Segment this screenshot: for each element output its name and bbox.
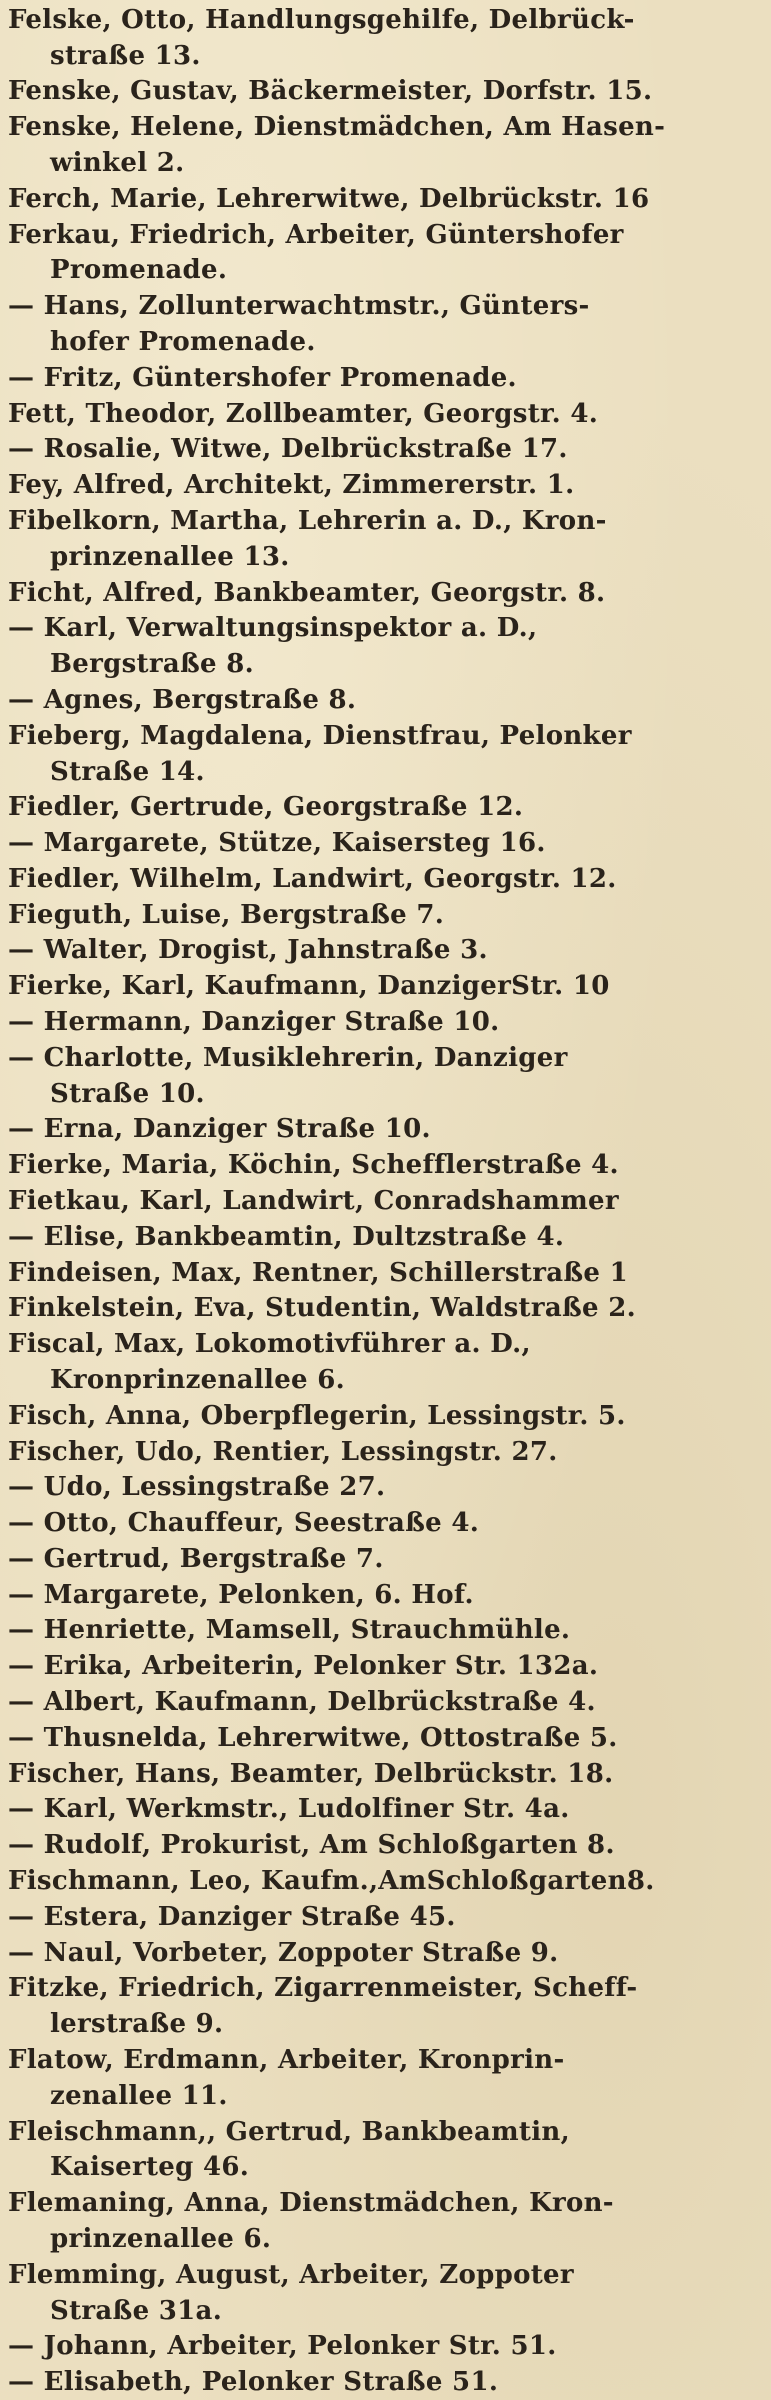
directory-entry <box>0 1147 771 1183</box>
directory-entry <box>0 825 771 861</box>
entry-text: Straße 14. <box>50 756 205 787</box>
entry-text: Promenade. <box>50 255 228 286</box>
directory-entry <box>0 503 771 539</box>
entry-text: Ficht, Alfred, Bankbeamter, Georgstr. 8. <box>8 577 606 608</box>
directory-entry <box>0 1255 771 1291</box>
directory-entry <box>0 1827 771 1863</box>
directory-entry <box>0 718 771 754</box>
entry-text: winkel 2. <box>50 148 185 179</box>
entry-text: — Fritz, Güntershofer Promenade. <box>8 362 517 393</box>
entry-text: Bergstraße 8. <box>50 649 254 680</box>
directory-entry-continuation <box>0 2149 771 2185</box>
entry-text: Fischer, Udo, Rentier, Lessingstr. 27. <box>8 1436 558 1467</box>
entry-text: Fleischmann,, Gertrud, Bankbeamtin, <box>8 2116 570 2147</box>
directory-entry-continuation <box>0 539 771 575</box>
entry-text: Finkelstein, Eva, Studentin, Waldstraße 2. <box>8 1293 636 1324</box>
entry-text: — Henriette, Mamsell, Strauchmühle. <box>8 1615 571 1646</box>
directory-entry-continuation <box>0 2078 771 2114</box>
entry-text: Findeisen, Max, Rentner, Schillerstraße 1 <box>8 1257 628 1288</box>
entry-text: Felske, Otto, Handlungsgehilfe, Delbrück- <box>8 4 635 35</box>
entry-text: Straße 10. <box>50 1078 205 1109</box>
directory-entry <box>0 968 771 1004</box>
directory-entry <box>0 360 771 396</box>
entry-text: Kaiserteg 46. <box>50 2152 250 2183</box>
directory-entry <box>0 1863 771 1899</box>
directory-entry <box>0 682 771 718</box>
entry-text: — Johann, Arbeiter, Pelonker Str. 51. <box>8 2331 557 2362</box>
directory-entry <box>0 1326 771 1362</box>
entry-text: — Agnes, Bergstraße 8. <box>8 684 357 715</box>
entry-text: Fenske, Helene, Dienstmädchen, Am Hasen- <box>8 112 666 143</box>
entry-text: Fietkau, Karl, Landwirt, Conradshammer <box>8 1185 619 1216</box>
entry-text: — Hans, Zollunterwachtmstr., Günters- <box>8 291 590 322</box>
directory-entry <box>0 610 771 646</box>
entry-text: Fiedler, Gertrude, Georgstraße 12. <box>8 792 524 823</box>
directory-entry <box>0 1792 771 1828</box>
entry-text: — Erika, Arbeiterin, Pelonker Str. 132a. <box>8 1651 599 1682</box>
entry-text: straße 13. <box>50 40 201 71</box>
directory-entry <box>0 575 771 611</box>
entry-text: prinzenallee 6. <box>50 2223 272 2254</box>
entry-text: Flatow, Erdmann, Arbeiter, Kronprin- <box>8 2044 565 2075</box>
entry-text: — Hermann, Danziger Straße 10. <box>8 1007 500 1038</box>
directory-entry <box>0 1971 771 2007</box>
entry-text: — Albert, Kaufmann, Delbrückstraße 4. <box>8 1687 596 1718</box>
directory-entry <box>0 2328 771 2364</box>
entry-text: Fischer, Hans, Beamter, Delbrückstr. 18. <box>8 1758 614 1789</box>
entry-text: — Otto, Chauffeur, Seestraße 4. <box>8 1508 480 1539</box>
directory-entry <box>0 1505 771 1541</box>
directory-entry <box>0 2364 771 2400</box>
directory-entry <box>0 897 771 933</box>
entry-text: — Rosalie, Witwe, Delbrückstraße 17. <box>8 434 568 465</box>
directory-entry-continuation <box>0 145 771 181</box>
entry-text: Flemaning, Anna, Dienstmädchen, Kron- <box>8 2188 614 2219</box>
directory-entry <box>0 1613 771 1649</box>
directory-entry <box>0 2114 771 2150</box>
entry-text: — Udo, Lessingstraße 27. <box>8 1472 386 1503</box>
entry-text: Fieguth, Luise, Bergstraße 7. <box>8 899 445 930</box>
entry-text: Fisch, Anna, Oberpflegerin, Lessingstr. 5. <box>8 1400 626 1431</box>
directory-entry <box>0 1720 771 1756</box>
entry-text: — Naul, Vorbeter, Zoppoter Straße 9. <box>8 1937 559 1968</box>
entry-text: Ferkau, Friedrich, Arbeiter, Güntershofer <box>8 219 624 250</box>
directory-entry <box>0 1004 771 1040</box>
entry-text: Fibelkorn, Martha, Lehrerin a. D., Kron- <box>8 505 607 536</box>
entry-text: — Karl, Verwaltungsinspektor a. D., <box>8 613 538 644</box>
directory-entry <box>0 789 771 825</box>
entry-text: — Karl, Werkmstr., Ludolfiner Str. 4a. <box>8 1794 570 1825</box>
directory-entry <box>0 1219 771 1255</box>
entry-text: — Erna, Danziger Straße 10. <box>8 1114 431 1145</box>
entry-text: Fierke, Maria, Köchin, Schefflerstraße 4. <box>8 1150 619 1181</box>
entry-text: Fenske, Gustav, Bäckermeister, Dorfstr. 15. <box>8 76 653 107</box>
directory-entry <box>0 933 771 969</box>
entry-text: Fiedler, Wilhelm, Landwirt, Georgstr. 12. <box>8 863 617 894</box>
entry-text: Fischmann, Leo, Kaufm.,AmSchloßgarten8. <box>8 1866 655 1897</box>
directory-entry <box>0 1469 771 1505</box>
directory-entry-continuation <box>0 2293 771 2329</box>
entry-text: — Margarete, Pelonken, 6. Hof. <box>8 1579 474 1610</box>
directory-entry-continuation <box>0 2221 771 2257</box>
directory-entry-continuation <box>0 2006 771 2042</box>
entry-text: Fierke, Karl, Kaufmann, DanzigerStr. 10 <box>8 971 610 1002</box>
entry-text: — Estera, Danziger Straße 45. <box>8 1901 456 1932</box>
directory-entry <box>0 861 771 897</box>
directory-entry <box>0 1756 771 1792</box>
entry-text: Flemming, August, Arbeiter, Zoppoter <box>8 2259 574 2290</box>
directory-entry-continuation <box>0 38 771 74</box>
directory-entry <box>0 1183 771 1219</box>
directory-entry <box>0 2 771 38</box>
entry-text: Straße 31a. <box>50 2295 223 2326</box>
directory-entry <box>0 74 771 110</box>
directory-entry <box>0 1398 771 1434</box>
directory-entry <box>0 1434 771 1470</box>
directory-entry <box>0 1684 771 1720</box>
directory-entry <box>0 1290 771 1326</box>
entry-text: — Walter, Drogist, Jahnstraße 3. <box>8 935 488 966</box>
directory-entry <box>0 1541 771 1577</box>
entry-text: Kronprinzenallee 6. <box>50 1364 345 1395</box>
entry-text: zenallee 11. <box>50 2080 228 2111</box>
entry-text: Fiscal, Max, Lokomotivführer a. D., <box>8 1329 531 1360</box>
directory-entry <box>0 467 771 503</box>
directory-entry <box>0 1935 771 1971</box>
directory-entry <box>0 1040 771 1076</box>
entry-text: — Gertrud, Bergstraße 7. <box>8 1543 384 1574</box>
directory-entry-continuation <box>0 1362 771 1398</box>
directory-entry <box>0 109 771 145</box>
directory-entry-continuation <box>0 646 771 682</box>
directory-entries <box>0 2 771 2400</box>
directory-entry <box>0 1899 771 1935</box>
directory-entry <box>0 2042 771 2078</box>
entry-text: — Margarete, Stütze, Kaisersteg 16. <box>8 828 546 859</box>
entry-text: hofer Promenade. <box>50 327 316 357</box>
directory-entry <box>0 288 771 324</box>
entry-text: Ferch, Marie, Lehrerwitwe, Delbrückstr. 16 <box>8 183 650 214</box>
entry-text: Fitzke, Friedrich, Zigarrenmeister, Scheff- <box>8 1973 638 2004</box>
entry-text: Fett, Theodor, Zollbeamter, Georgstr. 4. <box>8 398 599 429</box>
directory-entry-continuation <box>0 253 771 289</box>
entry-text: Fey, Alfred, Architekt, Zimmererstr. 1. <box>8 470 575 501</box>
entry-text: prinzenallee 13. <box>50 541 290 572</box>
directory-entry <box>0 1577 771 1613</box>
directory-entry <box>0 1112 771 1148</box>
entry-text: Fieberg, Magdalena, Dienstfrau, Pelonker <box>8 720 632 751</box>
entry-text: lerstraße 9. <box>50 2009 224 2040</box>
directory-entry <box>0 217 771 253</box>
directory-entry <box>0 431 771 467</box>
directory-entry <box>0 2185 771 2221</box>
entry-text: — Rudolf, Prokurist, Am Schloßgarten 8. <box>8 1830 615 1861</box>
directory-entry-continuation <box>0 754 771 790</box>
directory-entry-continuation <box>0 324 771 360</box>
directory-entry <box>0 2257 771 2293</box>
entry-text: — Elisabeth, Pelonker Straße 51. <box>8 2367 499 2398</box>
entry-text: — Thusnelda, Lehrerwitwe, Ottostraße 5. <box>8 1722 618 1753</box>
entry-text: — Charlotte, Musiklehrerin, Danziger <box>8 1042 568 1073</box>
directory-entry <box>0 181 771 217</box>
directory-entry <box>0 1648 771 1684</box>
entry-text: — Elise, Bankbeamtin, Dultzstraße 4. <box>8 1221 565 1252</box>
directory-entry <box>0 396 771 432</box>
directory-entry-continuation <box>0 1076 771 1112</box>
